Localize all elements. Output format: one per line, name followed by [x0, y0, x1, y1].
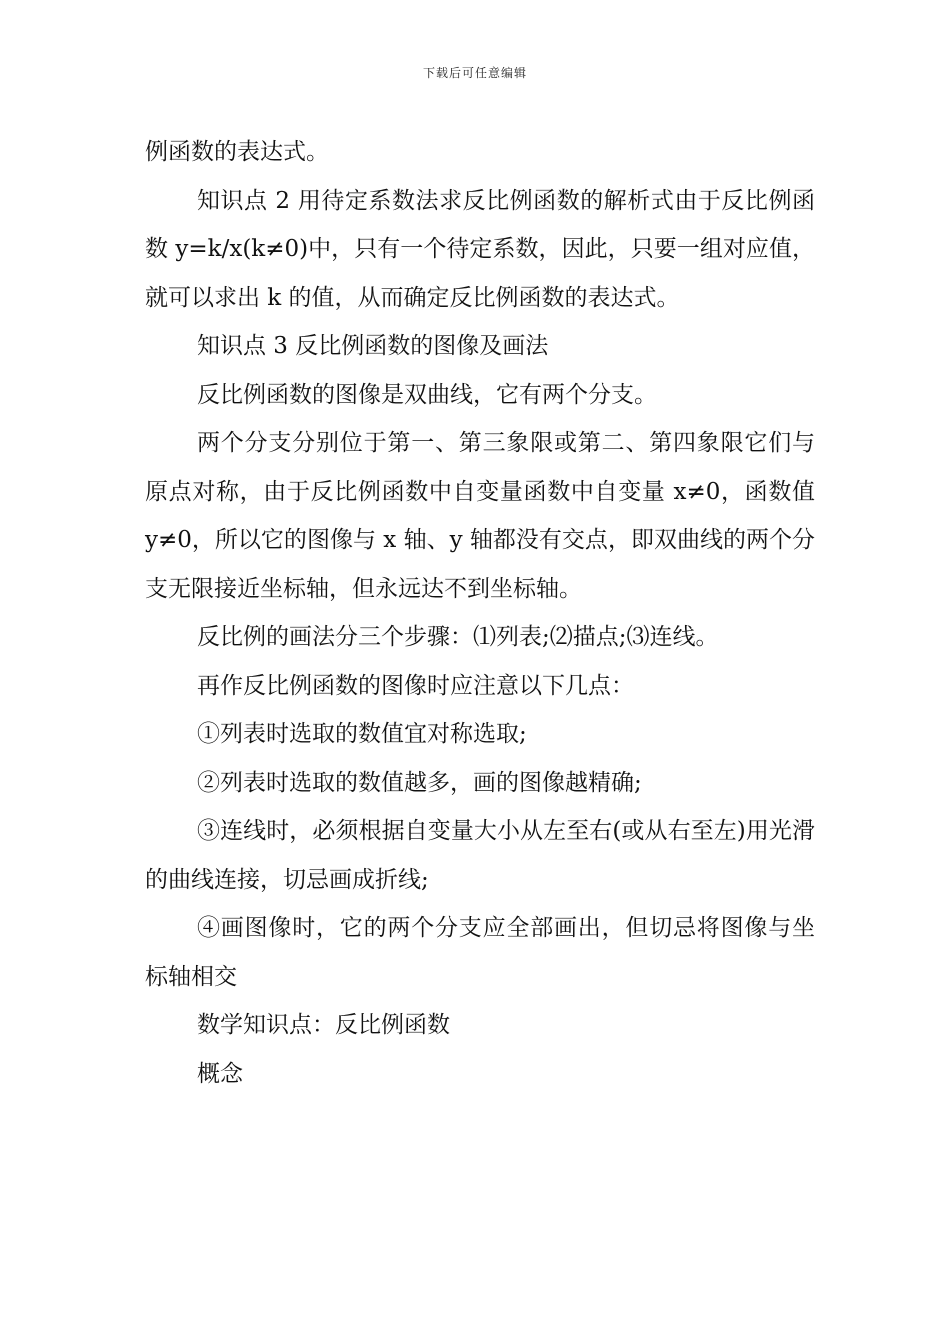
document-body — [145, 128, 815, 1098]
paragraph-11: ④画图像时，它的两个分支应全部画出，但切忌将图像与坐标轴相交 — [145, 915, 815, 990]
paragraph-12: 数学知识点：反比例函数 — [197, 1012, 450, 1038]
paragraph-9: ②列表时选取的数值越多，画的图像越精确; — [197, 769, 642, 796]
paragraph-6: 反比例的画法分三个步骤：⑴列表;⑵描点;⑶连线。 — [197, 624, 719, 650]
paragraph-1: 例函数的表达式。 — [145, 139, 329, 165]
page-header: 下载后可任意编辑 — [422, 66, 527, 80]
paragraph-7: 再作反比例函数的图像时应注意以下几点： — [197, 672, 634, 699]
paragraph-10: ③连线时，必须根据自变量大小从左至右(或从右至左)用光滑的曲线连接，切忌画成折线; — [145, 818, 815, 893]
paragraph-5: 两个分支分别位于第一、第三象限或第二、第四象限它们与原点对称，由于反比例函数中自变量函数中自变量 x≠0，函数值 y≠0，所以它的图像与 x 轴、y 轴都没有交点，即双曲线的两个分支无限接近坐标轴，但永远达不到坐标轴。 — [145, 430, 815, 602]
paragraph-13: 概念 — [197, 1060, 243, 1087]
paragraph-8: ①列表时选取的数值宜对称选取; — [197, 721, 527, 747]
paragraph-4: 反比例函数的图像是双曲线，它有两个分支。 — [197, 381, 657, 408]
paragraph-3: 知识点 3 反比例函数的图像及画法 — [197, 333, 549, 359]
paragraph-2: 知识点 2 用待定系数法求反比例函数的解析式由于反比例函数 y=k/x(k≠0)中，只有一个待定系数，因此，只要一组对应值，就可以求出 k 的值，从而确定反比例函数的表达式。 — [145, 187, 815, 311]
